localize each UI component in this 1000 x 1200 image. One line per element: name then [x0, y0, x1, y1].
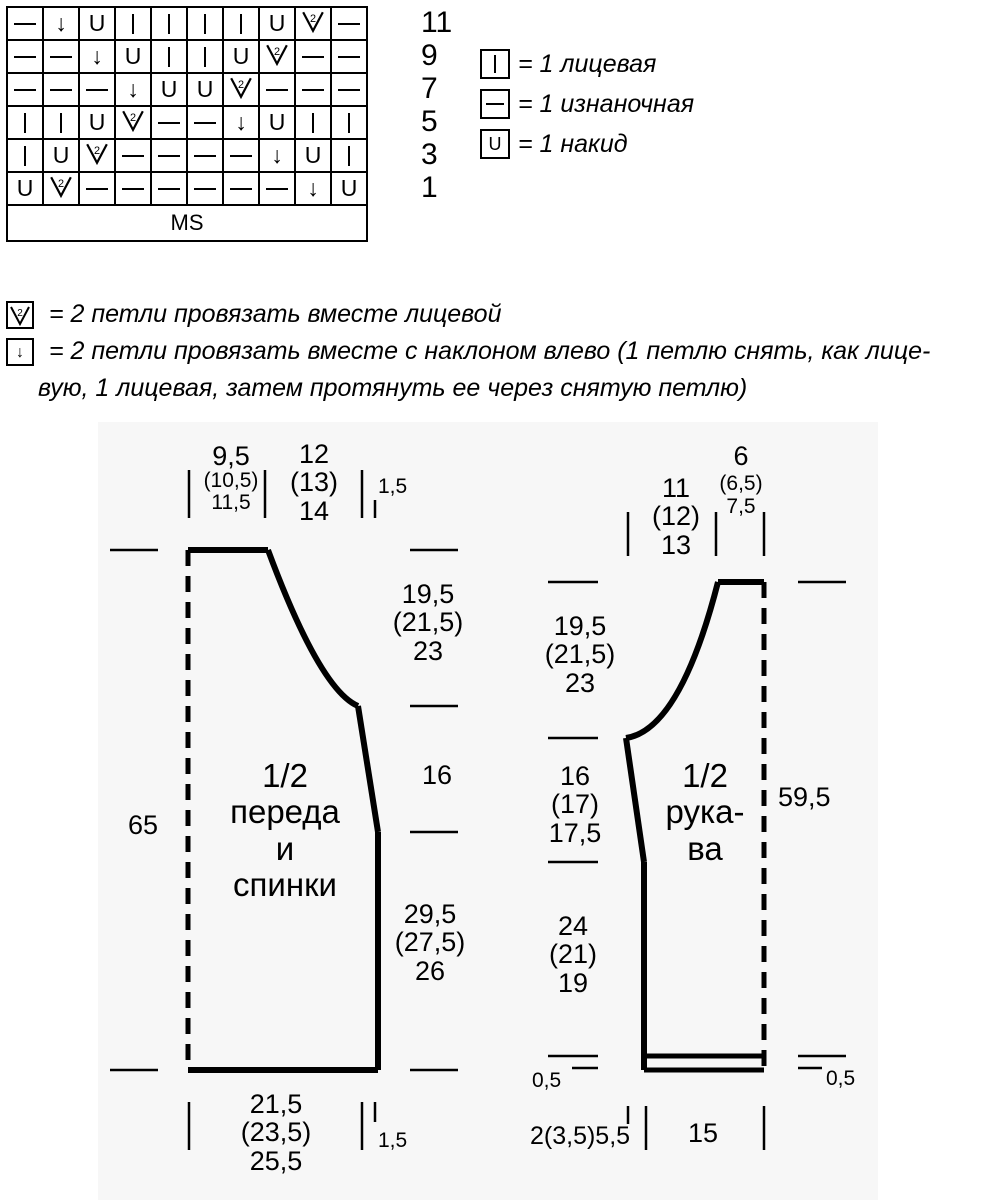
- svg-text:2: 2: [309, 13, 317, 26]
- bottom-width-label: [226, 1090, 326, 1175]
- yarn-over-symbol-icon: U: [16, 175, 34, 201]
- svg-text:2: 2: [93, 145, 101, 158]
- armhole-depth-2: (21,5): [392, 607, 464, 638]
- sleeve-upper-taper-label: [540, 762, 610, 847]
- body-title-line-3: и: [275, 829, 295, 867]
- dec-left-symbol-icon: ↓: [235, 109, 247, 135]
- svg-text:2: 2: [57, 178, 65, 191]
- body-title: [210, 758, 360, 903]
- bottom-width-1: 21,5: [249, 1089, 303, 1119]
- sleeve-title: [652, 758, 758, 867]
- row-number: 3: [421, 138, 438, 171]
- dec-left-symbol-icon: ↓: [6, 338, 34, 366]
- sleeve-cap-3: 23: [564, 667, 596, 698]
- legend-knit-text: = 1 лицевая: [518, 49, 657, 78]
- svg-text:2: 2: [17, 308, 23, 320]
- yarn-over-symbol-icon: U: [196, 76, 214, 102]
- shoulder-width-1: 9,5: [212, 441, 250, 471]
- sleeve-cuff-left-label: 0,5: [532, 1069, 562, 1092]
- sleeve-upper-taper-1: 16: [559, 761, 591, 791]
- sleeve-cuff-right-label: 0,5: [826, 1067, 856, 1090]
- dec-left-symbol-icon: ↓: [307, 175, 319, 201]
- sleeve-lower-taper-label: [540, 912, 606, 997]
- yarn-over-symbol-icon: U: [480, 129, 510, 159]
- side-upper-label: 16: [421, 760, 453, 790]
- legend-dec-left-text-2: вую, 1 лицевая, затем протянуть ее через снятую петлю): [38, 374, 748, 402]
- yarn-over-symbol-icon: U: [268, 10, 286, 36]
- yarn-over-symbol-icon: U: [268, 109, 286, 135]
- svg-text:2: 2: [237, 79, 245, 92]
- sleeve-top-right-3: 7,5: [726, 494, 756, 518]
- neck-width-label: [278, 440, 350, 525]
- sleeve-lower-taper-2: (21): [548, 939, 597, 970]
- legend-dec-left-text-1: = 2 петли провязать вместе с наклоном влево (1 петлю снять, как лице-: [48, 337, 931, 365]
- legend-purl-text: = 1 изнаночная: [518, 89, 695, 118]
- yarn-over-symbol-icon: U: [52, 142, 70, 168]
- body-title-line-2: переда: [230, 793, 340, 831]
- sleeve-title-line-2: рука-: [665, 793, 745, 831]
- sleeve-length-label: 59,5: [778, 782, 831, 812]
- neck-width-1: 12: [298, 439, 330, 469]
- sleeve-lower-taper-3: 19: [557, 967, 589, 998]
- sleeve-top-left-1: 11: [661, 473, 691, 503]
- dec-left-symbol-icon: ↓: [271, 142, 283, 168]
- side-lower-1: 29,5: [403, 899, 457, 929]
- armhole-depth-1: 19,5: [401, 579, 455, 609]
- yarn-over-symbol-icon: U: [340, 175, 358, 201]
- bottom-edge-label: 1,5: [378, 1129, 408, 1152]
- yarn-over-symbol-icon: U: [88, 10, 106, 36]
- armhole-depth-label: [378, 580, 478, 665]
- side-lower-label: [380, 900, 480, 985]
- neck-width-3: 14: [298, 495, 330, 526]
- row-number: 9: [421, 39, 438, 72]
- armhole-depth-3: 23: [412, 635, 444, 666]
- sleeve-bottom-left-label: 2(3,5)5,5: [530, 1122, 631, 1150]
- shoulder-width-3: 11,5: [211, 491, 251, 515]
- bottom-width-3: 25,5: [249, 1145, 303, 1176]
- bottom-width-2: (23,5): [240, 1117, 312, 1148]
- neck-width-2: (13): [289, 467, 338, 498]
- yarn-over-symbol-icon: U: [160, 76, 178, 102]
- svg-text:2: 2: [129, 112, 137, 125]
- total-length-label: 65: [127, 810, 159, 840]
- sleeve-top-right-1: 6: [733, 441, 749, 471]
- sleeve-top-right-2: (6,5): [719, 471, 763, 495]
- body-title-line-1: 1/2: [262, 757, 308, 794]
- sleeve-top-left-2: (12): [651, 501, 700, 532]
- sleeve-cap-label: [530, 612, 630, 697]
- sleeve-top-right-label: [716, 442, 766, 518]
- row-number: 7: [421, 72, 438, 105]
- sleeve-cap-1: 19,5: [553, 611, 607, 641]
- legend-k2tog-text: = 2 петли провязать вместе лицевой: [48, 300, 502, 328]
- sleeve-title-line-3: ва: [687, 829, 723, 867]
- side-lower-2: (27,5): [394, 927, 466, 958]
- sleeve-bottom-right-label: 15: [688, 1118, 719, 1148]
- sleeve-cap-2: (21,5): [544, 639, 616, 670]
- sleeve-top-left-label: [640, 474, 712, 559]
- sleeve-lower-taper-1: 24: [557, 911, 589, 941]
- neck-edge-label: 1,5: [378, 475, 408, 498]
- dec-left-symbol-icon: ↓: [127, 76, 139, 102]
- sleeve-top-left-3: 13: [660, 529, 692, 560]
- sleeve-upper-taper-3: 17,5: [548, 817, 602, 848]
- row-number: 5: [421, 105, 438, 138]
- svg-text:2: 2: [273, 46, 281, 59]
- shoulder-width-label: [198, 442, 264, 514]
- side-lower-3: 26: [414, 955, 446, 986]
- dec-left-symbol-icon: ↓: [91, 43, 103, 69]
- row-number: 1: [421, 171, 438, 204]
- dec-left-symbol-icon: ↓: [55, 10, 67, 36]
- row-number: 11: [421, 6, 453, 39]
- yarn-over-symbol-icon: U: [124, 43, 142, 69]
- legend-yo-text: = 1 накид: [518, 129, 628, 158]
- yarn-over-symbol-icon: U: [304, 142, 322, 168]
- sleeve-upper-taper-2: (17): [550, 789, 599, 820]
- repeat-label: MS: [161, 212, 214, 234]
- yarn-over-symbol-icon: U: [88, 109, 106, 135]
- shoulder-width-2: (10,5): [203, 469, 259, 493]
- body-title-line-4: спинки: [233, 865, 337, 903]
- sleeve-title-line-1: 1/2: [682, 757, 728, 794]
- yarn-over-symbol-icon: U: [232, 43, 250, 69]
